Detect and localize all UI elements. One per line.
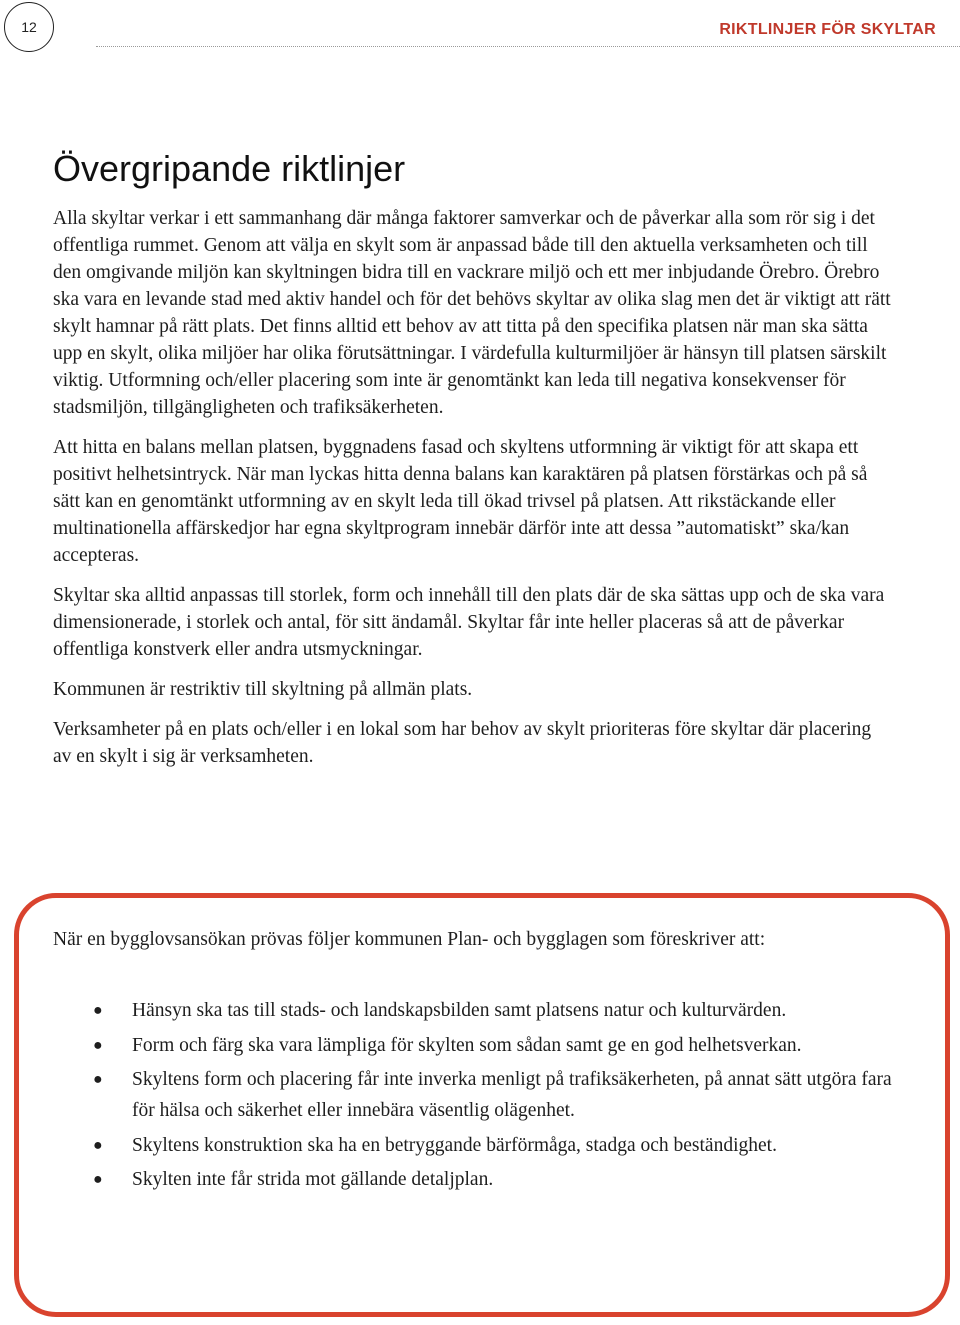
list-item <box>53 995 893 1026</box>
list-item-text: Hänsyn ska tas till stads- och landskapsbilden samt platsens natur och kulturvärden. <box>132 1000 787 1021</box>
paragraph: Kommunen är restriktiv till skyltning på allmän plats. <box>53 679 473 700</box>
section-title: RIKTLINJER FÖR SKYLTAR <box>719 21 936 38</box>
list-item-text: Form och färg ska vara lämpliga för skylten som sådan samt ge en god helhetsverkan. <box>132 1034 802 1056</box>
paragraph: Skyltar ska alltid anpassas till storlek, form och innehåll till den plats där de ska sättas upp och de ska vara dimensionerade, i storlek och antal, för sitt ändamål. Skyltar får inte heller placeras så att de påverkar offentliga konstverk eller andra utsmyckningar. <box>53 585 885 660</box>
bullet-icon: ● <box>93 1136 103 1154</box>
paragraph: Verksamheter på en plats och/eller i en lokal som har behov av skylt prioriteras före skyltar där placering av en skylt i sig är verksamheten. <box>53 719 872 767</box>
requirements-list <box>53 995 893 1199</box>
page-number-label: 12 <box>21 19 37 35</box>
requirements-intro: När en bygglovsansökan prövas följer kommunen Plan- och bygglagen som föreskriver att: <box>53 929 766 950</box>
list-item-text: Skyltens konstruktion ska ha en betryggande bärförmåga, stadga och beständighet. <box>132 1134 777 1156</box>
list-item <box>53 1030 893 1061</box>
bullet-icon: ● <box>93 1036 103 1054</box>
list-item <box>53 1164 893 1195</box>
list-item-text: Skyltens form och placering får inte inverka menligt på trafiksäkerheten, på annat sätt utgöra fara för hälsa och säkerhet eller innebära väsentlig olägenhet. <box>132 1069 892 1121</box>
paragraph: Att hitta en balans mellan platsen, byggnadens fasad och skyltens utformning är viktigt för att skapa ett positivt helhetsintryck. När man lyckas hitta denna balans kan karaktären på platsen förstärkas och på så sätt kan en genomtänkt utformning av en skylt leda till ökad trivsel på platsen. Att rikstäckande eller multinationella affärskedjor har egna skyltprogram innebär därför inte att dessa ”automatiskt” ska/kan accepteras. <box>53 437 868 566</box>
list-item <box>53 1064 893 1126</box>
bullet-icon: ● <box>93 1071 103 1088</box>
page-heading: Övergripande riktlinjer <box>53 148 406 189</box>
bullet-icon: ● <box>93 1171 103 1188</box>
list-item <box>53 1130 893 1161</box>
list-item-text: Skylten inte får strida mot gällande detaljplan. <box>132 1169 494 1190</box>
bullet-icon: ● <box>93 1002 103 1019</box>
header-divider <box>96 46 960 47</box>
paragraph: Alla skyltar verkar i ett sammanhang där många faktorer samverkar och de påverkar alla som rör sig i det offentliga rummet. Genom att välja en skylt som är anpassad både till den aktuella verksamheten och till den omgivande miljön kan skyltningen bidra till en vackrare miljö och ett mer inbjudande Örebro. Örebro ska vara en levande stad med aktiv handel och för det behövs skyltar av olika slag men det är viktigt att rätt skylt hamnar på rätt plats. Det finns alltid ett behov av att titta på den specifika platsen när man ska sätta upp en skylt, olika miljöer har olika förutsättningar. I värdefulla kulturmiljöer är hänsyn till platsen särskilt viktig. Utformning och/eller placering som inte är genomtänkt kan leda till negativa konsekvenser för stadsmiljön, tillgängligheten och trafiksäkerheten. <box>53 208 891 418</box>
body-text <box>53 205 893 783</box>
page-number <box>4 2 54 52</box>
